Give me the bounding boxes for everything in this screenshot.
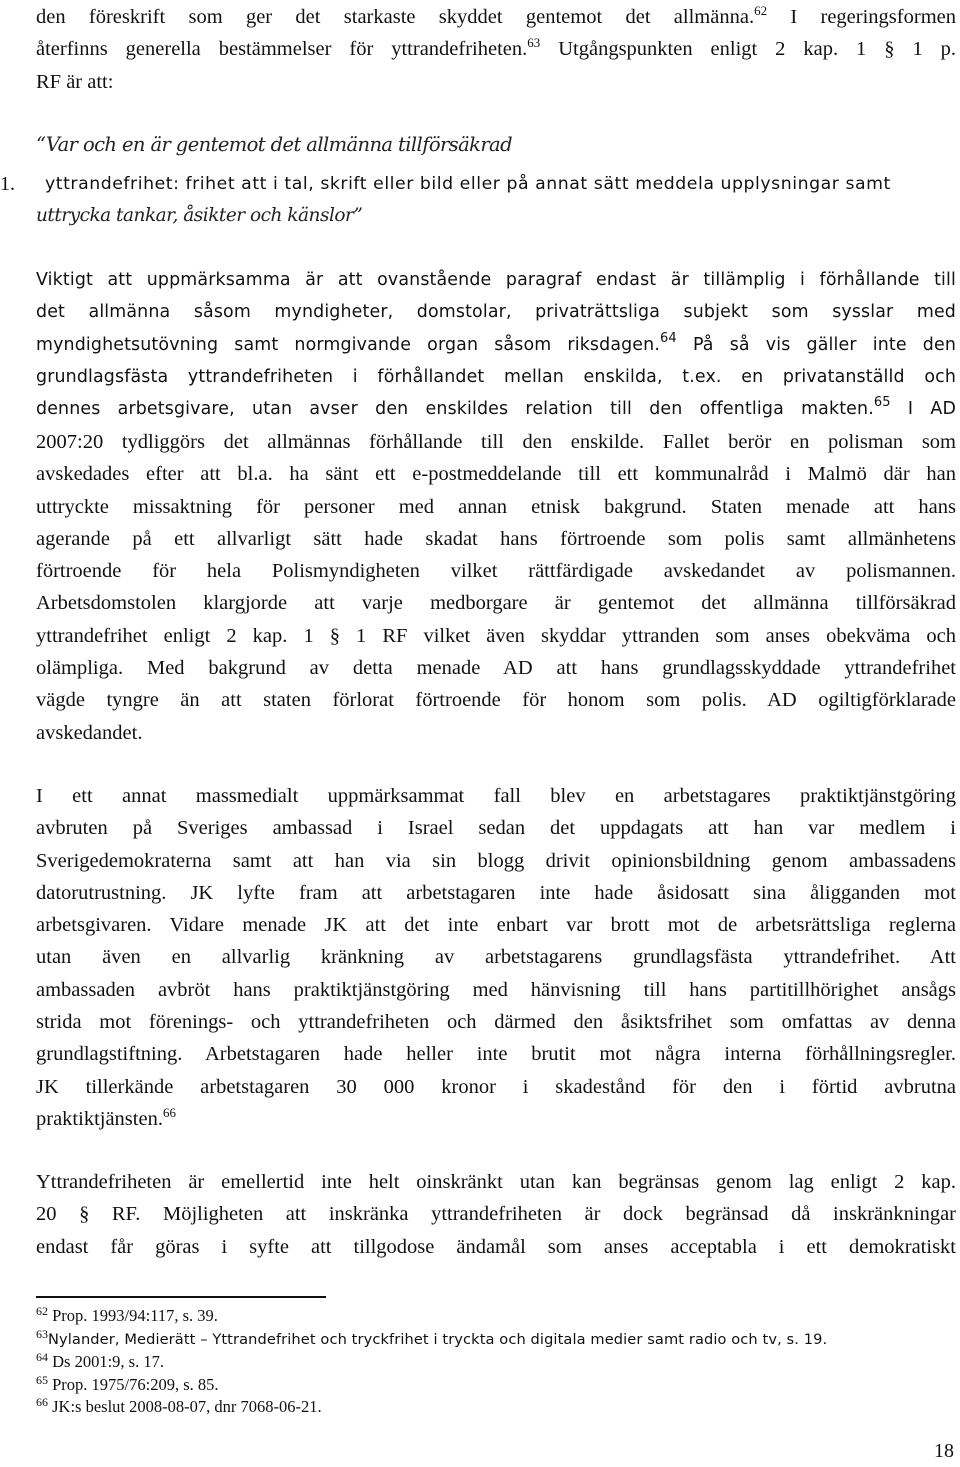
text-line: Viktigt att uppmärksamma är att ovanstående paragraf endast är tillämplig i förhållande till [36,270,956,290]
text-line: RF är att: [36,70,114,93]
footnote-ref[interactable]: 62 [754,3,768,18]
text-line: myndighetsutövning samt normgivande organ såsom riksdagen.$^{64}$ På så vis gäller inte den [36,330,957,355]
text-line: strida mot förenings- och yttrandefriheten och därmed den åsiktsfrihet som omfattas av denna [36,1011,956,1034]
text-line: Sverigedemokraterna samt att han via sin blogg drivit opinionsbildning genom ambassadens [36,849,956,872]
law-quote-intro: “Var och en är gentemot det allmänna tillförsäkrad [36,133,512,156]
text-line: praktiktjänsten.$^{66}$ [36,1104,176,1130]
footnote-66: $^{66}$ JK:s beslut 2008-08-07, dnr 7068-06-21. [36,1395,322,1416]
paragraph-jk-case [36,780,956,1135]
text-line: datorutrustning. JK lyfte fram att arbetstagaren inte hade åsidosatt sina åligganden mot [36,881,956,904]
text-line: vägde tyngre än att staten förlorat förtroende för honom som polis. AD ogiltigförklarade [36,689,956,712]
paragraph-ad-case [36,426,956,749]
text-line: avskedades efter att bl.a. ha sänt ett e-postmeddelande till ett kommunalråd i Malmö där han [36,463,956,486]
footnote-65: $^{65}$ Prop. 1975/76:209, s. 85. [36,1372,219,1394]
paragraph-limitations [36,1166,956,1263]
text-line: arbetsgivaren. Vidare menade JK att det inte enbart var brott mot de arbetsrättsliga reglerna [36,914,956,937]
footnote-ref[interactable]: 66 [162,1104,176,1120]
text-line: återfinns generella bestämmelser för yttrandefriheten.$^{63}$ Utgångspunkten enligt 2 kap. 1 § 1 p. [36,35,957,61]
text-line: Yttrandefriheten är emellertid inte helt oinskränkt utan kan begränsas genom lag enligt 2 kap. [36,1171,956,1193]
footnote-ref[interactable]: 64 [660,330,677,346]
text-line: yttrandefrihet enligt 2 kap. 1 § 1 RF vilket även skyddar yttranden som anses obekväma och [36,624,956,647]
text-line: Arbetsdomstolen klargjorde att varje medborgare är gentemot det allmänna tillförsäkrad [36,592,956,615]
paragraph-intro [36,1,956,98]
text-line: det allmänna såsom myndigheter, domstolar, privaträttsliga subjekt som sysslar med [36,302,956,323]
text-line: grundlagsfästa yttrandefriheten i förhållandet mellan enskilda, t.ex. en privatanställd och [36,366,956,387]
footnote-ref[interactable]: 65 [873,395,891,411]
text-line: grundlagstiftning. Arbetstagaren hade heller inte brutit mot några interna förhållningsregler. [36,1043,956,1066]
text-line: JK tillerkände arbetstagaren 30 000 kronor i skadestånd för den i förtid avbrutna [36,1075,956,1098]
footnote-64: $^{64}$ Ds 2001:9, s. 17. [36,1350,164,1371]
item-number: 1. [0,173,15,195]
text-line: endast får göras i syfte att tillgodose ändamål som anses acceptabla i ett demokratiskt [36,1235,956,1258]
footnote-separator [36,1296,326,1298]
item-text-continued: uttrycka tankar, åsikter och känslor” [36,205,363,226]
page-number: 18 [934,1440,954,1462]
item-text: yttrandefrihet: frihet att i tal, skrift eller bild eller på annat sätt meddela upplysningar samt [45,174,891,194]
paragraph-scope [36,264,956,425]
text-line: olämpliga. Med bakgrund av detta menade AD att hans grundlagsskyddade yttrandefrihet [36,657,956,680]
text-line: den föreskrift som ger det starkaste skyddet gentemot det allmänna.$^{62}$ I regeringsformen [36,3,956,28]
text-line: 2007:20 tydliggörs det allmännas förhållande till den enskilde. Fallet berör en polisman som [36,431,956,453]
text-line: 20 § RF. Möjligheten att inskränka yttrandefriheten är dock begränsad då inskränkningar [36,1203,956,1226]
text-line: dennes arbetsgivare, utan avser den enskildes relation till den offentliga makten.$^{65}$ I AD [36,395,956,420]
text-line: förtroende för hela Polismyndigheten vilket rättfärdigade avskedandet av polismannen. [36,560,956,583]
text-line: ambassaden avbröt hans praktiktjänstgöring med hänvisning till hans partitillhörighet ansågs [36,978,956,1001]
text-line: uttryckte missaktning för personer med annan etnisk bakgrund. Staten menade att hans [36,495,956,518]
footnote-63: $^{63}$Nylander, Medierätt – Yttrandefrihet och tryckfrihet i tryckta och digitala medier samt radio och tv, s. 19. [36,1326,828,1348]
text-line: avbruten på Sveriges ambassad i Israel sedan det uppdagats att han var medlem i [36,817,956,840]
text-line: agerande på ett allvarligt sätt hade skadat hans förtroende som polis samt allmänhetens [36,527,956,550]
footnote-62: $^{62}$ Prop. 1993/94:117, s. 39. [36,1304,218,1325]
text-line: I ett annat massmedialt uppmärksammat fall blev en arbetstagares praktiktjänstgöring [36,785,956,807]
text-line: utan även en allvarlig kränkning av arbetstagarens grundlagsfästa yttrandefrihet. Att [36,946,956,969]
text-line: avskedandet. [36,721,143,744]
footnote-ref[interactable]: 63 [527,35,541,51]
footnotes [36,1305,956,1419]
